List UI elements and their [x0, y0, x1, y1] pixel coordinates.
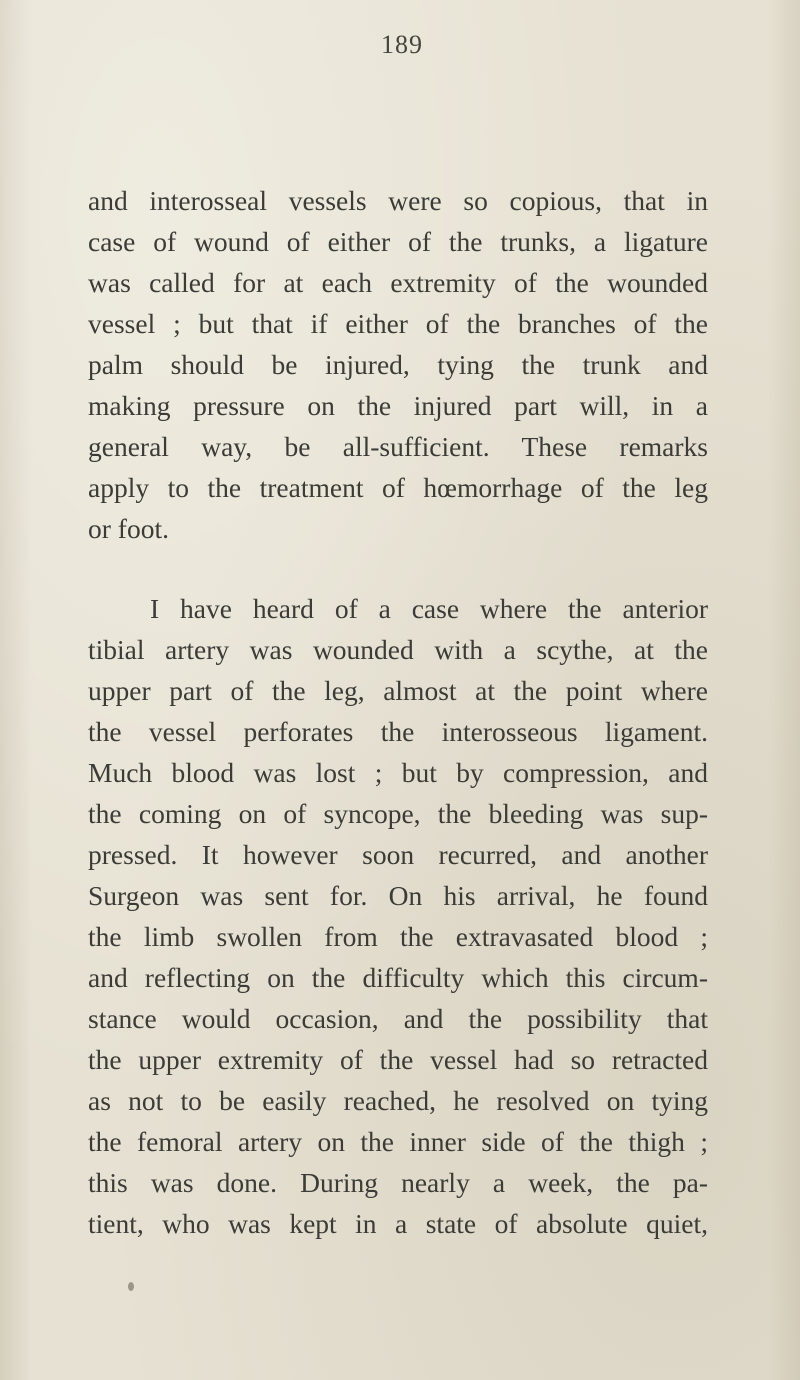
text-line: pressed. It however soon recurred, and another: [88, 839, 708, 870]
text-line: the coming on of syncope, the bleeding was sup-: [88, 798, 708, 829]
text-line: or foot.: [88, 513, 169, 544]
text-line: and interosseal vessels were so copious, that in: [88, 185, 708, 216]
text-line: vessel ; but that if either of the branches of the: [88, 308, 708, 339]
text-line: the upper extremity of the vessel had so retracted: [88, 1044, 708, 1075]
text-line: was called for at each extremity of the wounded: [88, 267, 708, 298]
text-line: case of wound of either of the trunks, a ligature: [88, 226, 708, 257]
text-line: the vessel perforates the interosseous ligament.: [88, 716, 708, 747]
text-line: apply to the treatment of hœmorrhage of the leg: [88, 472, 708, 503]
text-line: I have heard of a case where the anterior: [150, 593, 708, 624]
page-number: 189: [381, 30, 423, 59]
text-line: as not to be easily reached, he resolved on tying: [88, 1085, 708, 1116]
text-line: the femoral artery on the inner side of the thigh ;: [88, 1126, 708, 1157]
text-line: Much blood was lost ; but by compression, and: [88, 757, 708, 788]
text-line: this was done. During nearly a week, the pa-: [88, 1167, 708, 1198]
text-line: making pressure on the injured part will, in a: [88, 390, 708, 421]
ink-speck: [128, 1282, 134, 1291]
text-line: tibial artery was wounded with a scythe, at the: [88, 634, 708, 665]
text-line: palm should be injured, tying the trunk and: [88, 349, 708, 380]
text-line: Surgeon was sent for. On his arrival, he found: [88, 880, 708, 911]
text-line: upper part of the leg, almost at the point where: [88, 675, 708, 706]
text-line: tient, who was kept in a state of absolute quiet,: [88, 1208, 708, 1239]
text-line: the limb swollen from the extravasated blood ;: [88, 921, 708, 952]
text-line: and reflecting on the difficulty which this circum-: [88, 962, 708, 993]
text-line: stance would occasion, and the possibility that: [88, 1003, 708, 1034]
text-line: general way, be all-sufficient. These remarks: [88, 431, 708, 462]
